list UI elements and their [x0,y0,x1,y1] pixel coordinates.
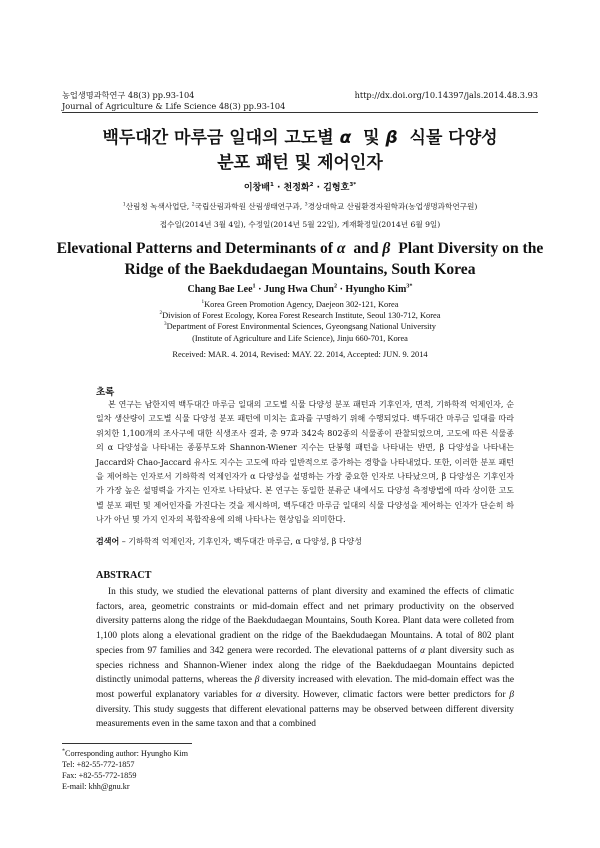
en-affil-1-sup: 1 [201,299,205,306]
ko-title-alpha: α [339,128,352,148]
abs-beta-2: β [509,689,515,700]
korean-dates: 접수일(2014년 3월 4일), 수정일(2014년 5월 22일), 게재확정일(2014년 6월 9일) [159,220,441,229]
english-authors [40,284,560,295]
en-affil-3: Department of Forest Environmental Sciences, Gyeongsang National University [166,322,436,332]
ko-title-post: 식물 다양성 [409,128,498,148]
en-sep-1: · [258,284,262,295]
ko-affil-3-sup: 3 [304,202,308,208]
ko-affil-1-sup: 1 [122,202,126,208]
footnote-email[interactable]: E-mail: khh@gnu.kr [62,782,130,791]
english-dates: Received: MAR. 4. 2014, Revised: MAY. 22. 2014, Accepted: JUN. 9. 2014 [172,350,428,359]
en-title-beta: β [382,240,391,257]
ko-title-beta: β [385,128,398,148]
abs-alpha-1: α [420,645,426,656]
ko-sep-1: · [276,183,281,193]
en-affil-3b: (Institute of Agriculture and Life Science), Jinju 660-701, Korea [192,333,408,343]
ko-author-1-sup: 1 [269,182,274,188]
abs-part-2: plant diversity such as species richness and Shannon-Wiener index along the ridge of the Baekdudaegan Mountains depicted distinctly unimodal patterns, whereas the [96,645,515,686]
en-sep-2: · [339,284,343,295]
en-title-and: and [353,240,379,257]
keywords-text: – 기하학적 억제인자, 기후인자, 백두대간 마루금, α 다양성, β 다양성 [121,537,363,546]
en-author-3: Hyungho Kim [345,284,407,295]
abs-beta-1: β [254,675,260,686]
ko-affil-2-sup: 2 [191,202,195,208]
en-affil-1: Korea Green Promotion Agency, Daejeon 302-121, Korea [204,300,399,309]
ko-title-and: 및 [363,128,380,148]
ko-author-3-sup: 3* [349,182,357,188]
corresponding-author: Corresponding author: Hyungho Kim [65,749,189,758]
en-author-1-sup: 1 [252,282,256,290]
en-affil-2: Division of Forest Ecology, Korea Forest Research Institute, Seoul 130-712, Korea [162,311,441,321]
english-abstract-heading: ABSTRACT [96,570,152,581]
en-affil-3-sup: 3 [164,321,167,328]
korean-abstract-heading: 초록 [96,387,115,398]
korean-affiliations [40,201,560,212]
running-header [62,90,538,112]
english-title [40,238,560,280]
doi-link[interactable]: http://dx.doi.org/10.14397/jals.2014.48.3.93 [354,90,538,100]
ko-affil-2: 국립산림과학원 산림생태연구과, [194,202,303,211]
ko-affil-1: 산림청 녹색사업단, [125,202,190,211]
ko-affil-3: 경상대학교 산림환경자원학과(농업생명과학연구원) [307,202,478,211]
en-affil-2-sup: 2 [159,310,163,317]
english-affiliations [40,299,560,344]
ko-author-3: 김형호 [323,183,350,193]
footnote-divider [62,743,192,744]
en-author-1: Chang Bae Lee [187,284,253,295]
en-author-2-sup: 2 [333,282,338,290]
korean-authors [40,180,560,193]
footnote-tel: Tel: +82-55-772-1857 [62,760,135,769]
footnote [62,748,188,792]
english-abstract [96,585,514,732]
journal-ko: 농업생명과학연구 48(3) pp.93-104 [62,90,195,100]
ko-author-2: 천정화 [283,183,310,193]
en-author-2: Jung Hwa Chun [263,284,334,295]
abs-part-5: diversity. This study suggests that different elevational patterns may be observed between different diversity measurements even in the same taxon and that a combined [96,704,514,730]
en-title-post: Plant Diversity on the [398,240,544,257]
keywords-label: 검색어 [96,537,120,546]
ko-title-pre: 백두대간 마루금 일대의 고도별 [102,128,334,148]
abs-alpha-2: α [255,689,261,700]
en-author-3-sup: 3* [406,282,413,290]
journal-en: Journal of Agriculture & Life Science 48(3) pp.93-104 [62,101,286,111]
en-title-pre: Elevational Patterns and Determinants of [56,240,334,257]
ko-sep-2: · [316,183,321,193]
abs-part-4: diversity. However, climatic factors were better predictors for [264,689,506,700]
abs-part-1: In this study, we studied the elevational patterns of plant diversity and examined the effects of climatic factors, area, geometric constraints or mid-domain effect and net primary productivity on the observed diversity patterns along the ridge of the Baekdudaegan Mountains, South Korea. Plant data were colleted from 1,100 plots along a elevational gradient on the ridge of the Baekdudaegan Mountains. A total of 802 plant species from 97 families and 342 genera were recorded. The elevational patterns of [96,587,514,656]
footnote-fax: Fax: +82-55-772-1859 [62,771,137,780]
ko-author-1: 이창배 [243,183,270,193]
korean-abstract: 본 연구는 남한지역 백두대간 마루금 일대의 고도별 식물 다양성 분포 패턴과 기후인자, 면적, 기하학적 억제인자, 순일차 생산량이 고도별 식물 다양성 분포 패턴에 미치는 효과를 구명하기 위해 수행되었다. 백두대간 마루금 일대를 따라 위치한 1,100개의 조사구에 대한 식생조사 결과, 총 97과 342속 802종의 식물종이 관찰되었으며, 고도에 따른 식물종의 α 다양성을 나타내는 종풍부도와 Shannon-Wiener 지수는 단봉형 패턴을 나타내는 반면, β 다양성을 나타내는 Jaccard와 Chao-Jaccard 유사도 지수는 고도에 따라 일반적으로 증가하는 경향을 나타내었다. 또한, 이러한 분포 패턴을 제어하는 인자로서 기하학적 억제인자가 α 다양성을 설명하는 가장 중요한 인자로 나타났으며, β 다양성은 기후인자가 가장 높은 설명력을 가지는 인자로 나타났다. 본 연구는 동일한 분류군 내에서도 다양성 측정방법에 따라 상이한 고도별 분포 패턴 및 제어인자를 가진다는 것을 제시하며, 백두대간 마루금 일대의 식물 다양성을 제어하는 인자가 단순히 하나가 아닌 몇 가지 인자의 복합작용에 의해 나타나는 현상임을 의미한다. [96,400,514,525]
ko-author-2-sup: 2 [309,182,314,188]
en-title-alpha: α [336,240,346,257]
korean-title [40,126,560,176]
ko-title-line2: 분포 패턴 및 제어인자 [217,153,383,173]
en-title-line2: Ridge of the Baekdudaegan Mountains, South Korea [124,261,476,278]
header-divider [62,112,538,113]
korean-keywords [96,536,514,547]
footnote-star: * [62,748,65,755]
abs-part-3: diversity increased with elevation. The mid-domain effect was the most powerful explanatory variables for [96,675,514,700]
